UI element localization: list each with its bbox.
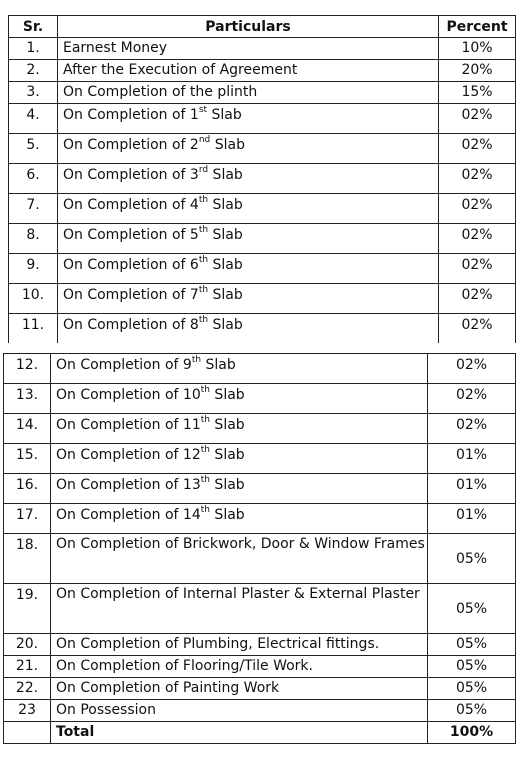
row-particulars: On Completion of 4th Slab <box>58 194 439 224</box>
row-sr: 19. <box>4 584 51 634</box>
row-sr: 10. <box>9 284 58 314</box>
total-sr <box>4 722 51 744</box>
row-percent: 02% <box>439 164 516 194</box>
total-percent: 100% <box>428 722 516 744</box>
table-row <box>9 104 516 134</box>
table-row <box>4 414 516 444</box>
row-percent: 05% <box>428 584 516 634</box>
row-particulars: On Completion of 3rd Slab <box>58 164 439 194</box>
row-sr: 5. <box>9 134 58 164</box>
row-percent: 01% <box>428 474 516 504</box>
table-row <box>9 254 516 284</box>
row-particulars: On Possession <box>51 700 428 722</box>
row-percent: 05% <box>428 634 516 656</box>
total-row <box>4 722 516 744</box>
row-particulars: On Completion of 12th Slab <box>51 444 428 474</box>
row-sr: 12. <box>4 354 51 384</box>
row-sr: 11. <box>9 314 58 344</box>
row-percent: 01% <box>428 444 516 474</box>
table-row <box>9 314 516 344</box>
row-percent: 02% <box>428 414 516 444</box>
row-percent: 05% <box>428 700 516 722</box>
table-row <box>9 60 516 82</box>
row-particulars: On Completion of 5th Slab <box>58 224 439 254</box>
row-particulars: On Completion of 13th Slab <box>51 474 428 504</box>
row-particulars: On Completion of Plumbing, Electrical fittings. <box>51 634 428 656</box>
row-particulars: On Completion of 10th Slab <box>51 384 428 414</box>
table-row <box>4 474 516 504</box>
row-percent: 20% <box>439 60 516 82</box>
row-percent: 02% <box>439 254 516 284</box>
row-percent: 10% <box>439 38 516 60</box>
table-row <box>4 656 516 678</box>
header-percent: Percent <box>439 16 516 38</box>
row-sr: 2. <box>9 60 58 82</box>
row-percent: 02% <box>439 284 516 314</box>
row-sr: 7. <box>9 194 58 224</box>
row-sr: 23 <box>4 700 51 722</box>
row-sr: 4. <box>9 104 58 134</box>
row-percent: 15% <box>439 82 516 104</box>
row-particulars: On Completion of 1st Slab <box>58 104 439 134</box>
row-sr: 21. <box>4 656 51 678</box>
row-particulars: On Completion of Flooring/Tile Work. <box>51 656 428 678</box>
row-particulars: On Completion of 8th Slab <box>58 314 439 344</box>
row-sr: 9. <box>9 254 58 284</box>
row-sr: 16. <box>4 474 51 504</box>
row-percent: 02% <box>439 104 516 134</box>
table-row <box>4 634 516 656</box>
row-particulars: On Completion of 9th Slab <box>51 354 428 384</box>
row-sr: 17. <box>4 504 51 534</box>
row-particulars: Earnest Money <box>58 38 439 60</box>
row-particulars: After the Execution of Agreement <box>58 60 439 82</box>
table-row <box>9 194 516 224</box>
table-row <box>4 700 516 722</box>
header-particulars: Particulars <box>58 16 439 38</box>
row-sr: 18. <box>4 534 51 584</box>
header-sr: Sr. <box>9 16 58 38</box>
row-percent: 01% <box>428 504 516 534</box>
row-percent: 02% <box>439 224 516 254</box>
row-percent: 05% <box>428 678 516 700</box>
table-row <box>9 224 516 254</box>
row-percent: 05% <box>428 534 516 584</box>
row-percent: 02% <box>439 194 516 224</box>
table-row <box>9 164 516 194</box>
table-row <box>9 82 516 104</box>
table-row <box>4 534 516 584</box>
row-sr: 20. <box>4 634 51 656</box>
table-row <box>4 504 516 534</box>
row-particulars: On Completion of Internal Plaster & External Plaster <box>51 584 428 634</box>
row-percent: 02% <box>428 354 516 384</box>
total-label: Total <box>51 722 428 744</box>
row-sr: 8. <box>9 224 58 254</box>
row-sr: 15. <box>4 444 51 474</box>
row-particulars: On Completion of Painting Work <box>51 678 428 700</box>
row-particulars: On Completion of the plinth <box>58 82 439 104</box>
table-row <box>9 38 516 60</box>
row-particulars: On Completion of 7th Slab <box>58 284 439 314</box>
table-row <box>4 384 516 414</box>
row-percent: 05% <box>428 656 516 678</box>
row-sr: 22. <box>4 678 51 700</box>
row-particulars: On Completion of 14th Slab <box>51 504 428 534</box>
row-sr: 14. <box>4 414 51 444</box>
row-particulars: On Completion of Brickwork, Door & Window Frames <box>51 534 428 584</box>
table-row <box>4 354 516 384</box>
row-percent: 02% <box>428 384 516 414</box>
payment-schedule-table-part2 <box>3 353 516 744</box>
row-particulars: On Completion of 6th Slab <box>58 254 439 284</box>
table-row <box>4 444 516 474</box>
row-sr: 6. <box>9 164 58 194</box>
payment-schedule-table-part1 <box>8 15 516 343</box>
row-sr: 1. <box>9 38 58 60</box>
table-body-part1 <box>9 38 516 344</box>
row-percent: 02% <box>439 134 516 164</box>
table-row <box>4 678 516 700</box>
table-row <box>4 584 516 634</box>
row-percent: 02% <box>439 314 516 344</box>
table-body-part2 <box>4 354 516 744</box>
table-row <box>9 284 516 314</box>
row-particulars: On Completion of 2nd Slab <box>58 134 439 164</box>
row-particulars: On Completion of 11th Slab <box>51 414 428 444</box>
row-sr: 3. <box>9 82 58 104</box>
row-sr: 13. <box>4 384 51 414</box>
table-row <box>9 134 516 164</box>
